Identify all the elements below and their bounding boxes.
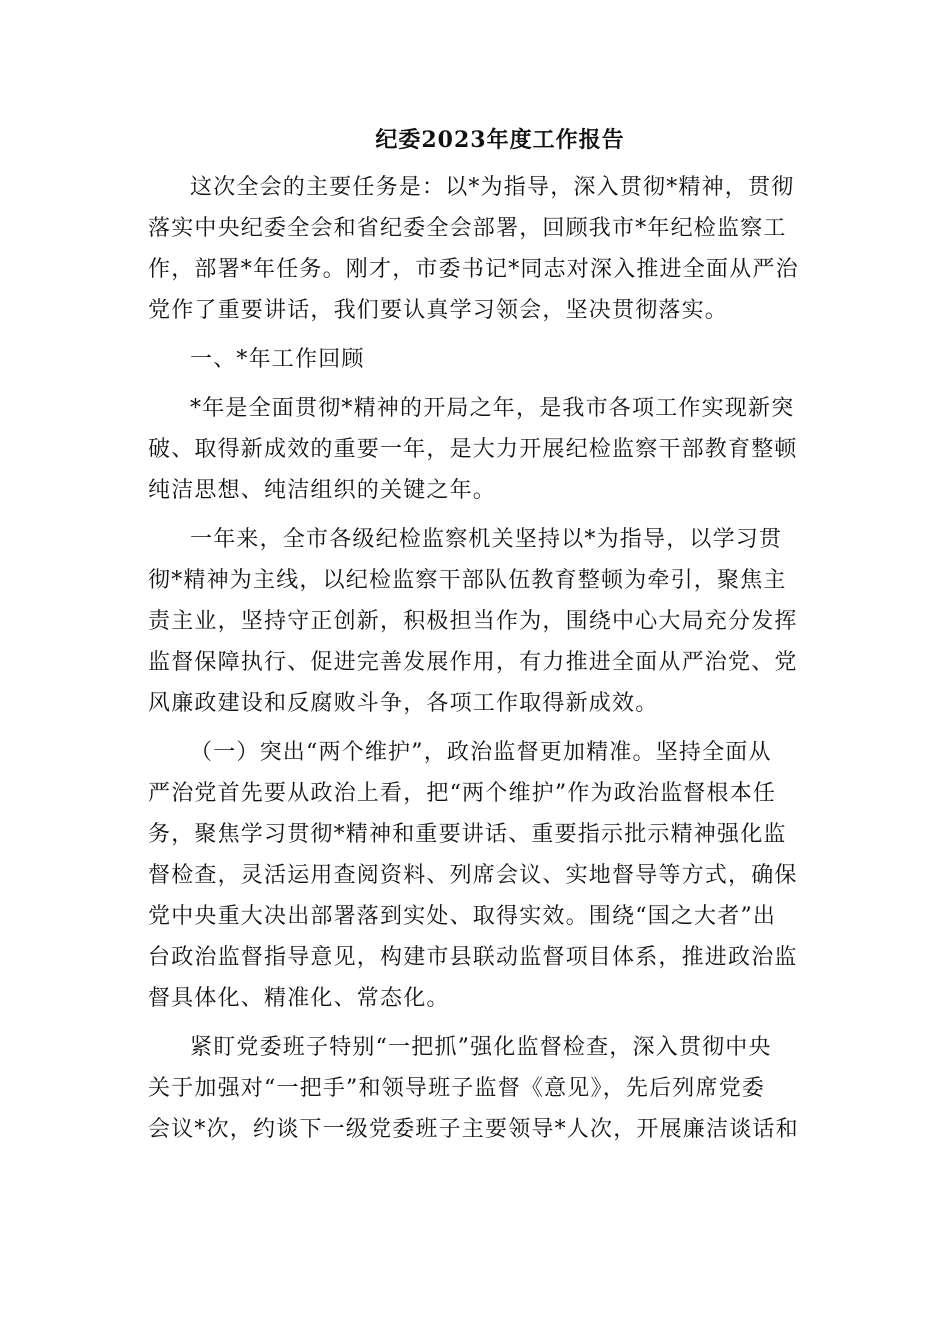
paragraph-line: 这次全会的主要任务是：以*为指导，深入贯彻*精神，贯彻 (190, 175, 795, 200)
paragraph-line: 落实中央纪委全会和省纪委全会部署，回顾我市*年纪检监察工 (148, 216, 787, 241)
subsection-line: （一）突出“两个维护”，政治监督更加精准。坚持全面从 (190, 740, 772, 765)
paragraph-line: 台政治监督指导意见，构建市县联动监督项目体系，推进政治监 (148, 945, 798, 970)
paragraph-line: 党中央重大决出部署落到实处、取得实效。围绕“国之大者”出 (148, 904, 777, 929)
paragraph-line: 责主业，坚持守正创新，积极担当作为，围绕中心大局充分发挥 (148, 609, 798, 634)
paragraph-line: 关于加强对“一把手”和领导班子监督《意见》，先后列席党委 (148, 1076, 766, 1101)
paragraph-line: 务，聚焦学习贯彻*精神和重要讲话、重要指示批示精神强化监 (148, 822, 787, 847)
paragraph-line: *年是全面贯彻*精神的开局之年，是我市各项工作实现新突 (190, 396, 795, 421)
paragraph-line: 纯洁思想、纯洁组织的关键之年。 (148, 478, 497, 503)
paragraph-line: 紧盯党委班子特别“一把抓”强化监督检查，深入贯彻中央 (190, 1035, 772, 1060)
paragraph-line: 严治党首先要从政治上看，把“两个维护”作为政治监督根本任 (148, 781, 777, 806)
document-body (148, 167, 808, 1150)
section-heading: 一、*年工作回顾 (190, 347, 365, 372)
paragraph-line: 党作了重要讲话，我们要认真学习领会，坚决贯彻落实。 (148, 298, 729, 323)
paragraph-line: 监督保障执行、促进完善发展作用，有力推进全面从严治党、党 (148, 650, 798, 675)
paragraph-line: 会议*次，约谈下一级党委班子主要领导*人次，开展廉洁谈话和 (148, 1117, 799, 1142)
paragraph-line: 彻*精神为主线，以纪检监察干部队伍教育整顿为牵引，聚焦主 (148, 568, 787, 593)
paragraph-line: 一年来，全市各级纪检监察机关坚持以*为指导，以学习贯 (190, 527, 783, 552)
paragraph-line: 作，部署*年任务。刚才，市委书记*同志对深入推进全面从严治 (148, 257, 799, 282)
paragraph-line: 督具体化、精准化、常态化。 (148, 986, 450, 1011)
paragraph-line: 督检查，灵活运用查阅资料、列席会议、实地督导等方式，确保 (148, 863, 798, 888)
paragraph-line: 破、取得新成效的重要一年，是大力开展纪检监察干部教育整顿 (148, 437, 798, 462)
paragraph-line: 风廉政建设和反腐败斗争，各项工作取得新成效。 (148, 691, 659, 716)
document-title: 纪委2023年度工作报告 (375, 127, 625, 153)
